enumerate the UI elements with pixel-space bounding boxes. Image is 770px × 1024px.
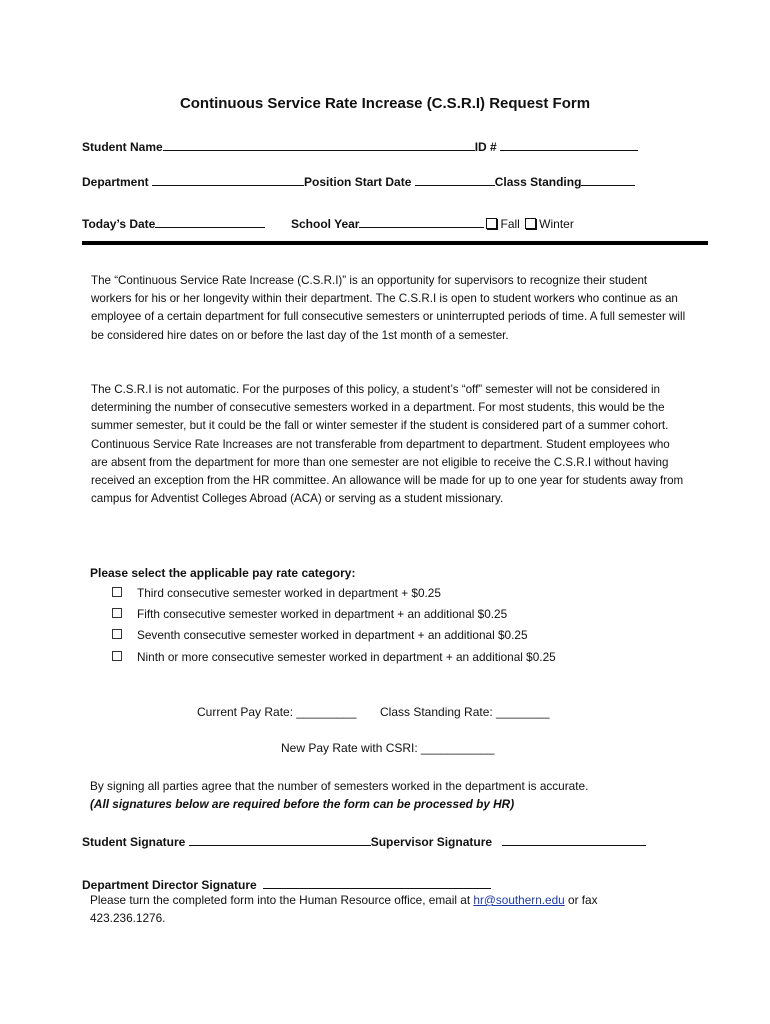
supervisor-signature-field[interactable]	[502, 833, 646, 846]
school-year-label: School Year	[291, 217, 360, 231]
class-standing-label: Class Standing	[494, 175, 582, 189]
pay-option-third	[112, 586, 441, 600]
policy-paragraph: The C.S.R.I is not automatic. For the purposes of this policy, a student’s “off” semester will not be considered in determining the number of consecutive semesters worked in a department. For most students, this would be the summer semester, but it could be the fall or winter semester if the student is considered part of a summer cohort. Continuous Service Rate Increases are not transferable from department to department. Student employees who are absent from the department for more than one semester are not eligible to receive the C.S.R.I without having received an exception from the HR committee. An allowance will be made for up to one year for students away from campus for Adventist Colleges Abroad (ACA) or serving as a student missionary.	[91, 383, 684, 506]
winter-label: Winter	[539, 217, 574, 231]
director-signature-row	[82, 876, 491, 892]
turn-in-instructions	[90, 893, 598, 907]
pay-option-ninth	[112, 650, 556, 664]
student-signature-label: Student Signature	[82, 835, 186, 849]
student-signature-row	[82, 833, 646, 849]
todays-date-field[interactable]	[155, 215, 265, 228]
student-name-field[interactable]	[163, 138, 475, 151]
supervisor-signature-label: Supervisor Signature	[370, 835, 493, 849]
position-start-label: Position Start Date	[304, 175, 412, 189]
pay-option-checkbox[interactable]	[112, 587, 122, 597]
pay-option-label: Fifth consecutive semester worked in department + an additional $0.25	[137, 607, 508, 621]
class-standing-field[interactable]	[581, 173, 635, 186]
agreement-text: By signing all parties agree that the number of semesters worked in the department is accurate.	[90, 779, 589, 793]
pay-option-label: Seventh consecutive semester worked in department + an additional $0.25	[137, 628, 528, 642]
new-pay-rate[interactable]: New Pay Rate with CSRI: ___________	[281, 741, 495, 755]
school-year-row	[291, 215, 574, 231]
pay-option-checkbox[interactable]	[112, 629, 122, 639]
pay-category-heading: Please select the applicable pay rate category:	[90, 566, 356, 580]
department-field[interactable]	[152, 173, 304, 186]
page-title: Continuous Service Rate Increase (C.S.R.I) Request Form	[179, 95, 591, 112]
pay-option-fifth	[112, 607, 507, 621]
fax-text: or fax	[568, 893, 598, 907]
fall-checkbox[interactable]	[486, 218, 497, 229]
section-divider	[82, 241, 708, 245]
position-start-field[interactable]	[415, 173, 495, 186]
pay-option-seventh	[112, 628, 528, 642]
date-row	[82, 215, 265, 231]
department-row	[82, 173, 635, 189]
pay-option-checkbox[interactable]	[112, 608, 122, 618]
pay-option-label: Third consecutive semester worked in department + $0.25	[137, 586, 441, 600]
school-year-field[interactable]	[359, 215, 484, 228]
winter-checkbox[interactable]	[525, 218, 536, 229]
fall-label: Fall	[500, 217, 520, 231]
department-label: Department	[82, 175, 149, 189]
class-standing-rate[interactable]: Class Standing Rate: ________	[380, 705, 550, 719]
student-name-label: Student Name	[82, 140, 163, 154]
current-pay-rate[interactable]: Current Pay Rate: _________	[197, 705, 357, 719]
hr-email-link[interactable]: hr@southern.edu	[473, 893, 565, 907]
intro-paragraph: The “Continuous Service Rate Increase (C.S.R.I)” is an opportunity for supervisors to recognize their student workers for his or her longevity within their department. The C.S.R.I is open to student workers who continue as an employee of a certain department for full consecutive semesters or uninterrupted periods of time. A full semester will be considered hire dates on or before the last day of the 1st month of a semester.	[91, 274, 686, 342]
id-label: ID #	[474, 140, 497, 154]
turn-in-text: Please turn the completed form into the Human Resource office, email at	[90, 893, 471, 907]
id-field[interactable]	[500, 138, 638, 151]
pay-option-checkbox[interactable]	[112, 651, 122, 661]
todays-date-label: Today’s Date	[82, 217, 156, 231]
fax-number: 423.236.1276.	[90, 911, 166, 925]
student-signature-field[interactable]	[189, 833, 371, 846]
pay-option-label: Ninth or more consecutive semester worked in department + an additional $0.25	[137, 650, 556, 664]
student-name-row	[82, 138, 638, 154]
director-signature-field[interactable]	[263, 876, 491, 889]
signatures-required-note: (All signatures below are required before the form can be processed by HR)	[90, 797, 515, 811]
director-signature-label: Department Director Signature	[82, 878, 257, 892]
